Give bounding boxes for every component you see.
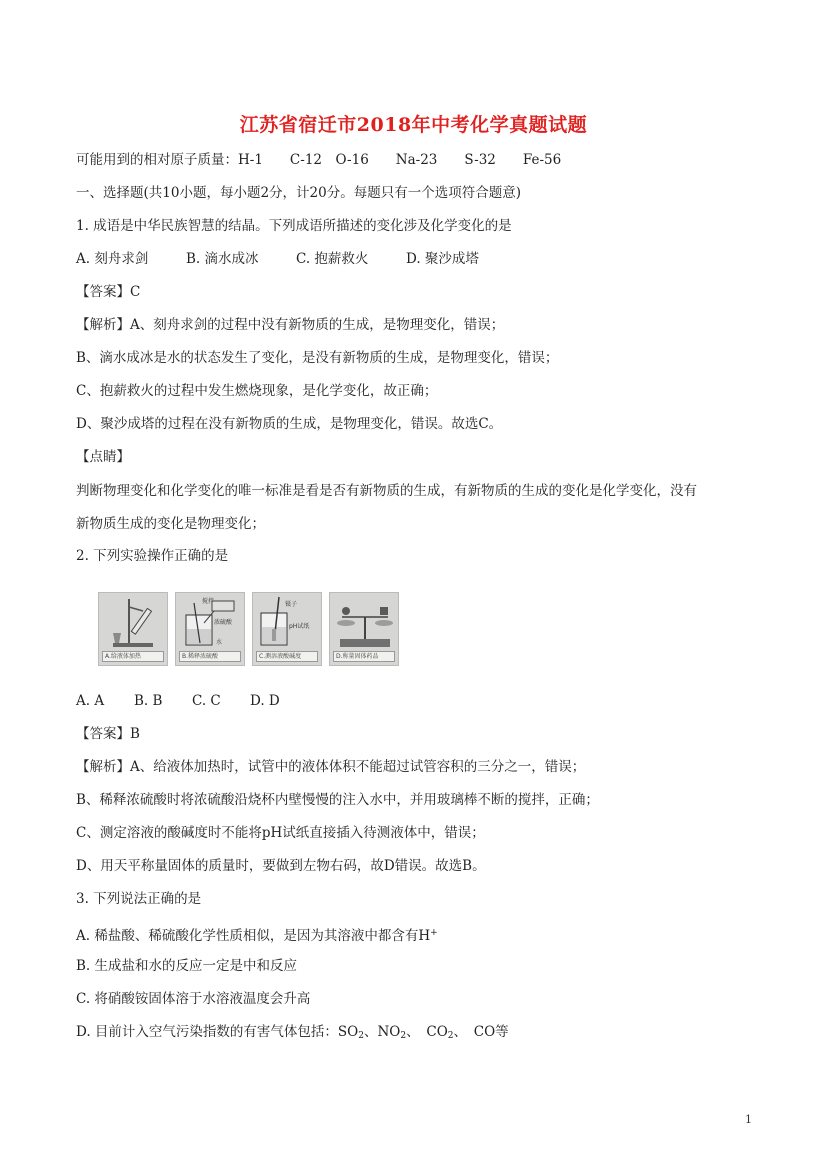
q3-option-d-part: D. 目前计入空气污染指数的有害气体包括：SO	[76, 1024, 359, 1040]
q2-analysis-a: 【解析】A、给液体加热时，试管中的液体体积不能超过试管容积的三分之一，错误；	[76, 759, 586, 775]
q1-stem: 1. 成语是中华民族智慧的结晶。下列成语所描述的变化涉及化学变化的是	[76, 218, 512, 234]
q3-option-d-sub: 2	[358, 1031, 364, 1041]
q3-option-a-text: A. 稀盐酸、稀硫酸化学性质相似，是因为其溶液中都含有H	[76, 928, 431, 944]
q2-options	[76, 692, 280, 710]
q2-analysis-d: D、用天平称量固体的质量时，要做到左物右码，故D错误。故选B。	[76, 858, 486, 874]
q1-option-c: C. 抱薪救火	[296, 251, 369, 267]
q3-option-b: B. 生成盐和水的反应一定是中和反应	[76, 958, 298, 974]
figure-b-label-water: 水	[216, 639, 223, 646]
q2-analysis-c: C、测定溶液的酸碱度时不能将pH试纸直接插入待测液体中，错误；	[76, 825, 485, 841]
q3-option-d-part: 、 CO	[406, 1024, 448, 1040]
atomic-masses: 可能用到的相对原子质量：H-1 C-12 O-16 Na-23 S-32 Fe-56	[76, 152, 562, 168]
figure-b-dilute-acid	[175, 592, 245, 666]
q1-option-b: B. 滴水成冰	[186, 251, 259, 267]
figure-c-label-ph-paper: pH试纸	[289, 623, 310, 630]
figure-d-weighing	[329, 592, 399, 666]
q1-point-label: 【点睛】	[76, 449, 130, 465]
q3-option-c: C. 将硝酸铵固体溶于水溶液温度会升高	[76, 991, 311, 1007]
figure-c-caption: C.测溶液酸碱度	[256, 651, 318, 662]
q3-stem: 3. 下列说法正确的是	[76, 891, 202, 907]
page-title: 江苏省宿迁市2018年中考化学真题试题	[239, 114, 588, 136]
q1-analysis-b: B、滴水成冰是水的状态发生了变化，是没有新物质的生成，是物理变化，错误；	[76, 350, 559, 366]
q2-analysis-b: B、稀释浓硫酸时将浓硫酸沿烧杯内壁慢慢的注入水中，并用玻璃棒不断的搅拌，正确；	[76, 792, 599, 808]
q3-option-d-part: 、NO	[363, 1024, 401, 1040]
q1-point-line-1: 判断物理变化和化学变化的唯一标准是看是否有新物质的生成，有新物质的生成的变化是化学变化，没有	[76, 483, 697, 499]
q2-option-a: A. A	[76, 693, 105, 709]
q1-options	[76, 250, 479, 268]
q1-analysis-c: C、抱薪救火的过程中发生燃烧现象，是化学变化，故正确；	[76, 383, 438, 399]
section-heading: 一、选择题(共10小题，每小题2分，计20分。每题只有一个选项符合题意)	[76, 185, 521, 201]
page-number: 1	[745, 1113, 752, 1126]
q3-option-a	[76, 924, 438, 945]
q1-analysis-a: 【解析】A、刻舟求剑的过程中没有新物质的生成，是物理变化，错误；	[76, 317, 505, 333]
figure-b-label-stir: 搅拌	[202, 598, 215, 605]
q2-answer: 【答案】B	[76, 726, 140, 742]
q1-option-d: D. 聚沙成塔	[406, 251, 479, 267]
q2-stem: 2. 下列实验操作正确的是	[76, 548, 229, 564]
q1-option-a: A. 刻舟求剑	[76, 251, 149, 267]
q3-option-d-sub: 2	[400, 1031, 407, 1041]
figure-d-caption: D.称量固体药品	[333, 651, 395, 662]
q2-option-b: B. B	[134, 693, 163, 709]
figure-c-ph-test	[252, 592, 322, 666]
figure-b-caption: B.稀释浓硫酸	[179, 651, 241, 662]
figure-a-heating-liquid	[98, 592, 168, 666]
q3-option-d	[76, 1023, 509, 1045]
q3-option-d-part: 、 CO等	[453, 1024, 509, 1040]
figure-a-caption: A.给液体加热	[102, 651, 164, 662]
figure-b-label-acid: 浓硫酸	[214, 619, 233, 626]
q1-analysis-d: D、聚沙成塔的过程在没有新物质的生成，是物理变化，错误。故选C。	[76, 416, 503, 432]
q3-option-a-sup: +	[430, 928, 438, 938]
q1-point-line-2: 新物质生成的变化是物理变化；	[76, 516, 265, 532]
q2-option-c: C. C	[192, 693, 221, 709]
figure-c-label-tweezers: 镊子	[285, 601, 298, 608]
q2-figures	[98, 592, 399, 667]
q1-answer: 【答案】C	[76, 284, 141, 300]
q3-option-d-sub: 2	[447, 1031, 454, 1041]
q2-option-d: D. D	[250, 693, 280, 709]
